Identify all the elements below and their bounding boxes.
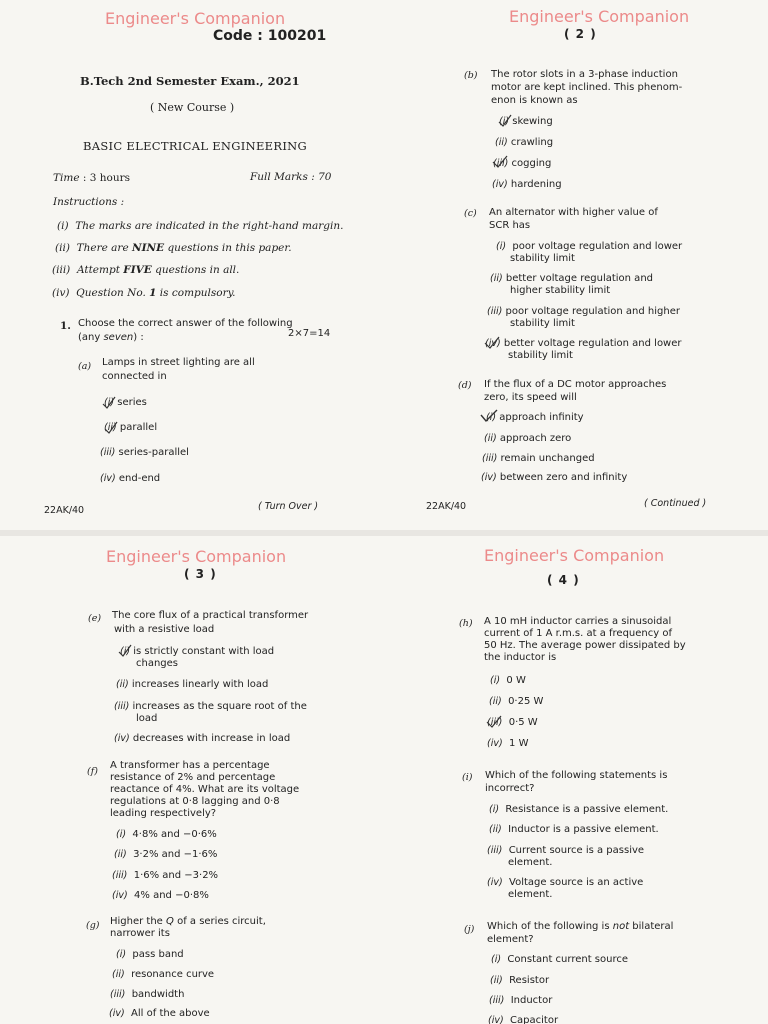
watermark: Engineer's Companion [106, 547, 287, 566]
sub-question-text: A 10 mH inductor carries a sinusoidal [484, 616, 672, 627]
answer-option: (ii) 0·25 W [489, 696, 544, 707]
instruction-item: (ii) There are NINE questions in this paper. [55, 242, 292, 254]
page-footer-note: ( Turn Over ) [258, 501, 319, 512]
answer-option: (i) approach infinity [486, 412, 584, 423]
sub-question-text: Which of the following is not bilateral [487, 921, 674, 932]
answer-option: (iv) Capacitor [488, 1015, 559, 1024]
pen-mark-icon [118, 644, 132, 658]
exam-page-1 [0, 0, 384, 530]
sub-question-text: reactance of 4%. What are its voltage [110, 784, 300, 795]
watermark: Engineer's Companion [105, 9, 286, 28]
answer-option: (i) Resistance is a passive element. [489, 804, 669, 815]
sub-question-label: (f) [87, 766, 98, 777]
answer-option: (iii) Inductor [489, 995, 553, 1006]
pen-mark-icon [486, 715, 502, 729]
sub-question-label: (d) [458, 380, 472, 391]
answer-option: (i) pass band [116, 949, 184, 960]
answer-option: (iii) 0·5 W [487, 717, 538, 728]
sub-question-text: element? [487, 934, 534, 945]
answer-option: (ii) resonance curve [112, 969, 215, 980]
answer-option: (iv) All of the above [109, 1008, 210, 1019]
answer-option: (iii) 1·6% and −3·2% [112, 870, 219, 881]
answer-option-continued: load [136, 713, 158, 724]
sub-question-text: SCR has [489, 220, 531, 231]
answer-option-continued: stability limit [508, 350, 573, 361]
exam-time: Time : 3 hours [53, 172, 131, 184]
answer-option: (iii) series-parallel [100, 447, 189, 458]
answer-option: (iii) cogging [493, 158, 552, 169]
sub-question-text: narrower its [110, 928, 170, 939]
answer-option: (iv) between zero and infinity [481, 472, 628, 483]
pen-mark-icon [104, 421, 118, 435]
answer-option: (ii) Inductor is a passive element. [489, 824, 659, 835]
pen-mark-icon [484, 336, 500, 350]
answer-option: (i) is strictly constant with load [120, 646, 275, 657]
answer-option: (iii) remain unchanged [482, 453, 595, 464]
sub-question-text: Lamps in street lighting are all [102, 357, 255, 368]
page-footer-code: 22AK/40 [44, 505, 85, 516]
sub-question-text: incorrect? [485, 783, 535, 794]
answer-option-continued: changes [136, 658, 179, 669]
exam-page-3 [0, 536, 384, 1024]
answer-option: (iv) Voltage source is an active [487, 877, 644, 888]
sub-question-label: (c) [464, 208, 477, 219]
sub-question-text: regulations at 0·8 lagging and 0·8 [110, 796, 280, 807]
answer-option: (ii) Resistor [490, 975, 550, 986]
pen-mark-icon [102, 396, 116, 410]
full-marks: Full Marks : 70 [250, 171, 332, 183]
sub-question-label: (e) [88, 613, 102, 624]
sub-question-text: connected in [102, 371, 167, 382]
answer-option: (iii) Current source is a passive [487, 845, 645, 856]
answer-option: (ii) parallel [104, 422, 158, 433]
answer-option: (iv) 1 W [487, 738, 529, 749]
answer-option: (i) poor voltage regulation and lower [496, 241, 683, 252]
answer-option: (ii) increases linearly with load [116, 679, 269, 690]
sub-question-text: 50 Hz. The average power dissipated by [484, 640, 686, 651]
question-text: (any seven) : [78, 332, 144, 343]
sub-question-text: current of 1 A r.m.s. at a frequency of [484, 628, 672, 639]
sub-question-label: (g) [86, 920, 100, 931]
sub-question-label: (i) [462, 772, 473, 783]
sub-question-text: The rotor slots in a 3-phase induction [491, 69, 678, 80]
answer-option: (iv) 4% and −0·8% [112, 890, 209, 901]
answer-option-continued: stability limit [510, 253, 575, 264]
sub-question-text: motor are kept inclined. This phenom- [491, 82, 683, 93]
page-footer-note: ( Continued ) [644, 498, 707, 509]
sub-question-text: enon is known as [491, 95, 578, 106]
answer-option: (ii) crawling [495, 137, 554, 148]
page-number: ( 2 ) [564, 27, 597, 41]
answer-option: (i) 0 W [490, 675, 526, 686]
answer-option: (iii) bandwidth [110, 989, 185, 1000]
answer-option: (i) Constant current source [491, 954, 629, 965]
sub-question-text: leading respectively? [110, 808, 217, 819]
exam-title: B.Tech 2nd Semester Exam., 2021 [80, 74, 300, 88]
question-text: Choose the correct answer of the following [78, 318, 293, 329]
answer-option: (iv) decreases with increase in load [114, 733, 291, 744]
exam-page-2 [384, 0, 768, 530]
watermark: Engineer's Companion [484, 546, 665, 565]
answer-option: (i) 4·8% and −0·6% [116, 829, 217, 840]
answer-option: (iv) hardening [492, 179, 562, 190]
answer-option: (iv) better voltage regulation and lower [485, 338, 682, 349]
pen-mark-icon [498, 114, 512, 128]
page-number: ( 3 ) [184, 567, 217, 581]
sub-question-text: Which of the following statements is [485, 770, 668, 781]
sub-question-label: (b) [464, 70, 478, 81]
instruction-item: (iv) Question No. 1 is compulsory. [52, 287, 236, 299]
sub-question-label: (a) [78, 361, 92, 372]
course-label: ( New Course ) [150, 101, 235, 114]
sub-question-text: Higher the Q of a series circuit, [110, 916, 266, 927]
sub-question-text: zero, its speed will [484, 392, 577, 403]
paper-code: Code : 100201 [213, 28, 327, 44]
watermark: Engineer's Companion [509, 7, 690, 26]
page-number: ( 4 ) [547, 573, 580, 587]
instruction-item: (i) The marks are indicated in the right-hand margin. [57, 220, 344, 232]
sub-question-label: (j) [464, 924, 475, 935]
sub-question-text: If the flux of a DC motor approaches [484, 379, 667, 390]
question-marks: 2×7=14 [288, 328, 331, 339]
answer-option: (iv) end-end [100, 473, 161, 484]
answer-option-continued: stability limit [510, 318, 575, 329]
sub-question-text: A transformer has a percentage [110, 760, 270, 771]
sub-question-text: The core flux of a practical transformer [112, 610, 309, 621]
question-number: 1. [60, 320, 71, 332]
answer-option: (i) series [104, 397, 147, 408]
instructions-title: Instructions : [53, 196, 125, 208]
pen-mark-icon [480, 409, 498, 423]
sub-question-text: the inductor is [484, 652, 557, 663]
subject-title: BASIC ELECTRICAL ENGINEERING [83, 139, 308, 153]
answer-option: (ii) 3·2% and −1·6% [114, 849, 218, 860]
sub-question-text: An alternator with higher value of [489, 207, 658, 218]
instruction-item: (iii) Attempt FIVE questions in all. [52, 264, 240, 276]
answer-option: (iii) increases as the square root of the [114, 701, 307, 712]
answer-option-continued: element. [508, 857, 553, 868]
answer-option-continued: element. [508, 889, 553, 900]
pen-mark-icon [492, 155, 508, 169]
answer-option: (iii) poor voltage regulation and higher [487, 306, 680, 317]
page-footer-code: 22AK/40 [426, 501, 467, 512]
exam-page-4 [384, 536, 768, 1024]
answer-option: (i) skewing [499, 116, 553, 127]
sub-question-text: with a resistive load [114, 624, 215, 635]
sub-question-text: resistance of 2% and percentage [110, 772, 276, 783]
answer-option: (ii) approach zero [484, 433, 572, 444]
answer-option: (ii) better voltage regulation and [490, 273, 653, 284]
answer-option-continued: higher stability limit [510, 285, 611, 296]
sub-question-label: (h) [459, 618, 473, 629]
